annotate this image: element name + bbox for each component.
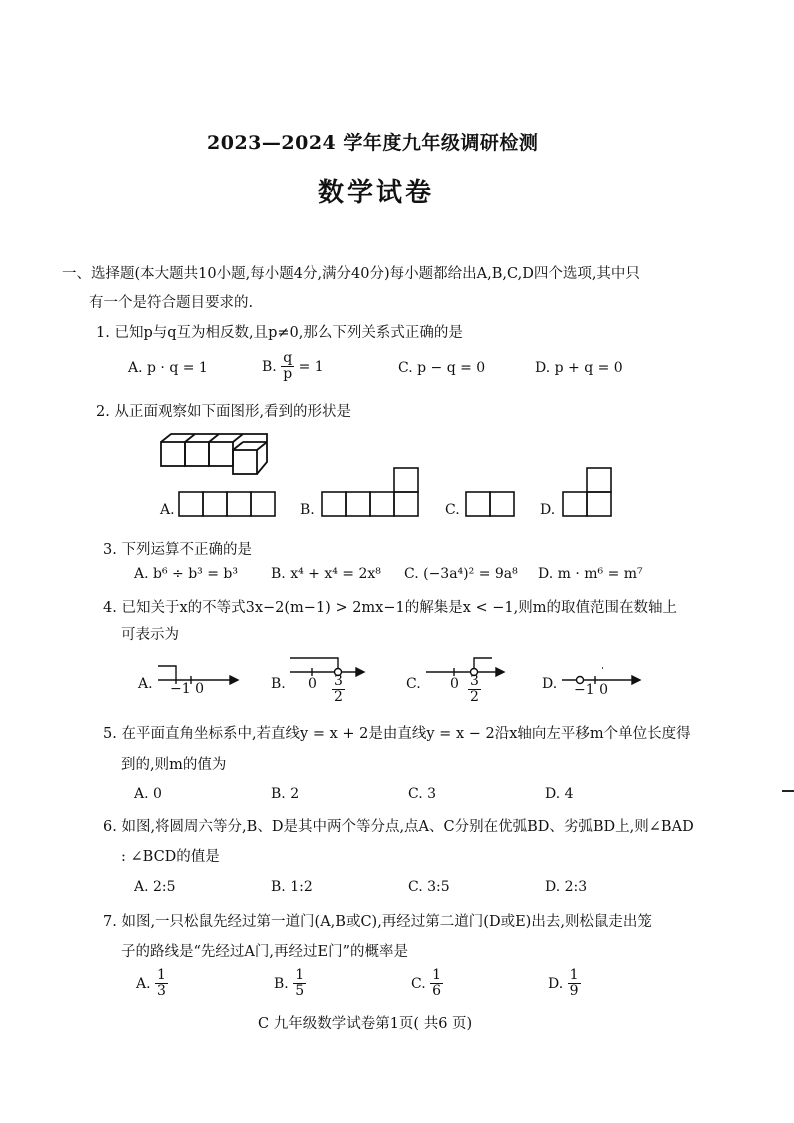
- q7-option-a: A. $\frac{1}{3}$: [136, 967, 166, 1000]
- q7-option-d: D. $\frac{1}{9}$: [548, 967, 579, 1000]
- q4-option-a-numberline: [158, 662, 238, 682]
- question-4-stem-line1: 4. 已知关于x的不等式3x−2(m−1) > 2mx−1的解集是x < −1,则m的取值范围在数轴上: [103, 600, 678, 616]
- q4-option-b-numberline: [290, 654, 364, 676]
- margin-mark: [782, 790, 794, 792]
- exam-header: 2023—2024 学年度九年级调研检测: [207, 132, 539, 154]
- q4-option-c-numberline: [426, 654, 504, 676]
- q2-option-a-label: A.: [160, 502, 175, 518]
- q4-option-b-fraction: $\frac{3}{2}$: [334, 673, 343, 706]
- q1-option-b: B. $\frac{q}{p}$ = 1: [262, 350, 324, 383]
- question-6-stem-line1: 6. 如图,将圆周六等分,B、D是其中两个等分点,点A、C分别在优弧BD、劣弧BD上,则∠BAD: [103, 819, 694, 835]
- q2-option-c-label: C.: [445, 502, 460, 518]
- question-1-stem: 1. 已知p与q互为相反数,且p≠0,那么下列关系式正确的是: [96, 325, 463, 341]
- question-5-stem-line2: 到的,则m的值为: [121, 757, 227, 773]
- q6-option-c: C. 3:5: [408, 879, 450, 895]
- q5-option-b: B. 2: [271, 786, 300, 802]
- q5-option-d: D. 4: [545, 786, 574, 802]
- q1-option-a: A. p · q = 1: [128, 360, 208, 376]
- q4-option-c-label: C.: [406, 676, 421, 692]
- question-5-stem-line1: 5. 在平面直角坐标系中,若直线y = x + 2是由直线y = x − 2沿x轴向左平移m个单位长度得: [103, 726, 691, 742]
- question-6-stem-line2: : ∠BCD的值是: [121, 849, 220, 865]
- q2-option-d-label: D.: [540, 502, 556, 518]
- q2-option-c-figure: [465, 491, 517, 517]
- q2-option-b-figure: [321, 466, 421, 518]
- q5-option-c: C. 3: [408, 786, 437, 802]
- q4-option-a-label: A.: [138, 676, 153, 692]
- q1-option-c: C. p − q = 0: [398, 360, 486, 376]
- question-3-stem: 3. 下列运算不正确的是: [103, 542, 252, 558]
- question-2-stem: 2. 从正面观察如下面图形,看到的形状是: [96, 404, 352, 420]
- q3-option-a: A. b⁶ ÷ b³ = b³: [134, 566, 238, 582]
- q3-option-d: D. m · m⁶ = m⁷: [538, 566, 643, 582]
- q2-option-d-figure: [562, 464, 614, 518]
- page-title: 数学试卷: [318, 178, 435, 208]
- q2-3d-figure: [160, 430, 280, 478]
- q1-option-d: D. p + q = 0: [535, 360, 623, 376]
- q4-option-d-ticks: −1 0: [574, 682, 608, 698]
- section-intro-line2: 有一个是符合题目要求的.: [89, 295, 254, 311]
- q4-option-c-zero: 0: [450, 676, 459, 692]
- question-7-stem-line1: 7. 如图,一只松鼠先经过第一道门(A,B或C),再经过第二道门(D或E)出去,则松鼠走出笼: [103, 914, 652, 930]
- q7-option-b: B. $\frac{1}{5}$: [274, 967, 305, 1000]
- q4-option-d-label: D.: [542, 676, 558, 692]
- q5-option-a: A. 0: [134, 786, 162, 802]
- q2-option-a-figure: [178, 491, 278, 517]
- q6-option-a: A. 2:5: [134, 879, 176, 895]
- q4-option-b-zero: 0: [308, 676, 317, 692]
- section-intro-line1: 一、选择题(本大题共10小题,每小题4分,满分40分)每小题都给出A,B,C,D四个选项,其中只: [62, 266, 640, 282]
- q2-option-b-label: B.: [300, 502, 315, 518]
- q7-option-c: C. $\frac{1}{6}$: [411, 967, 442, 1000]
- q4-option-b-label: B.: [271, 676, 286, 692]
- q3-option-c: C. (−3a⁴)² = 9a⁸: [404, 566, 518, 582]
- q6-option-b: B. 1:2: [271, 879, 313, 895]
- q3-option-b: B. x⁴ + x⁴ = 2x⁸: [271, 566, 381, 582]
- question-7-stem-line2: 子的路线是“先经过A门,再经过E门”的概率是: [121, 944, 408, 960]
- q6-option-d: D. 2:3: [545, 879, 588, 895]
- page-footer: C 九年级数学试卷第1页( 共6 页): [258, 1016, 473, 1032]
- question-4-stem-line2: 可表示为: [121, 627, 179, 643]
- q4-option-a-ticks: −1 0: [170, 681, 204, 697]
- q4-option-c-fraction: $\frac{3}{2}$: [470, 673, 479, 706]
